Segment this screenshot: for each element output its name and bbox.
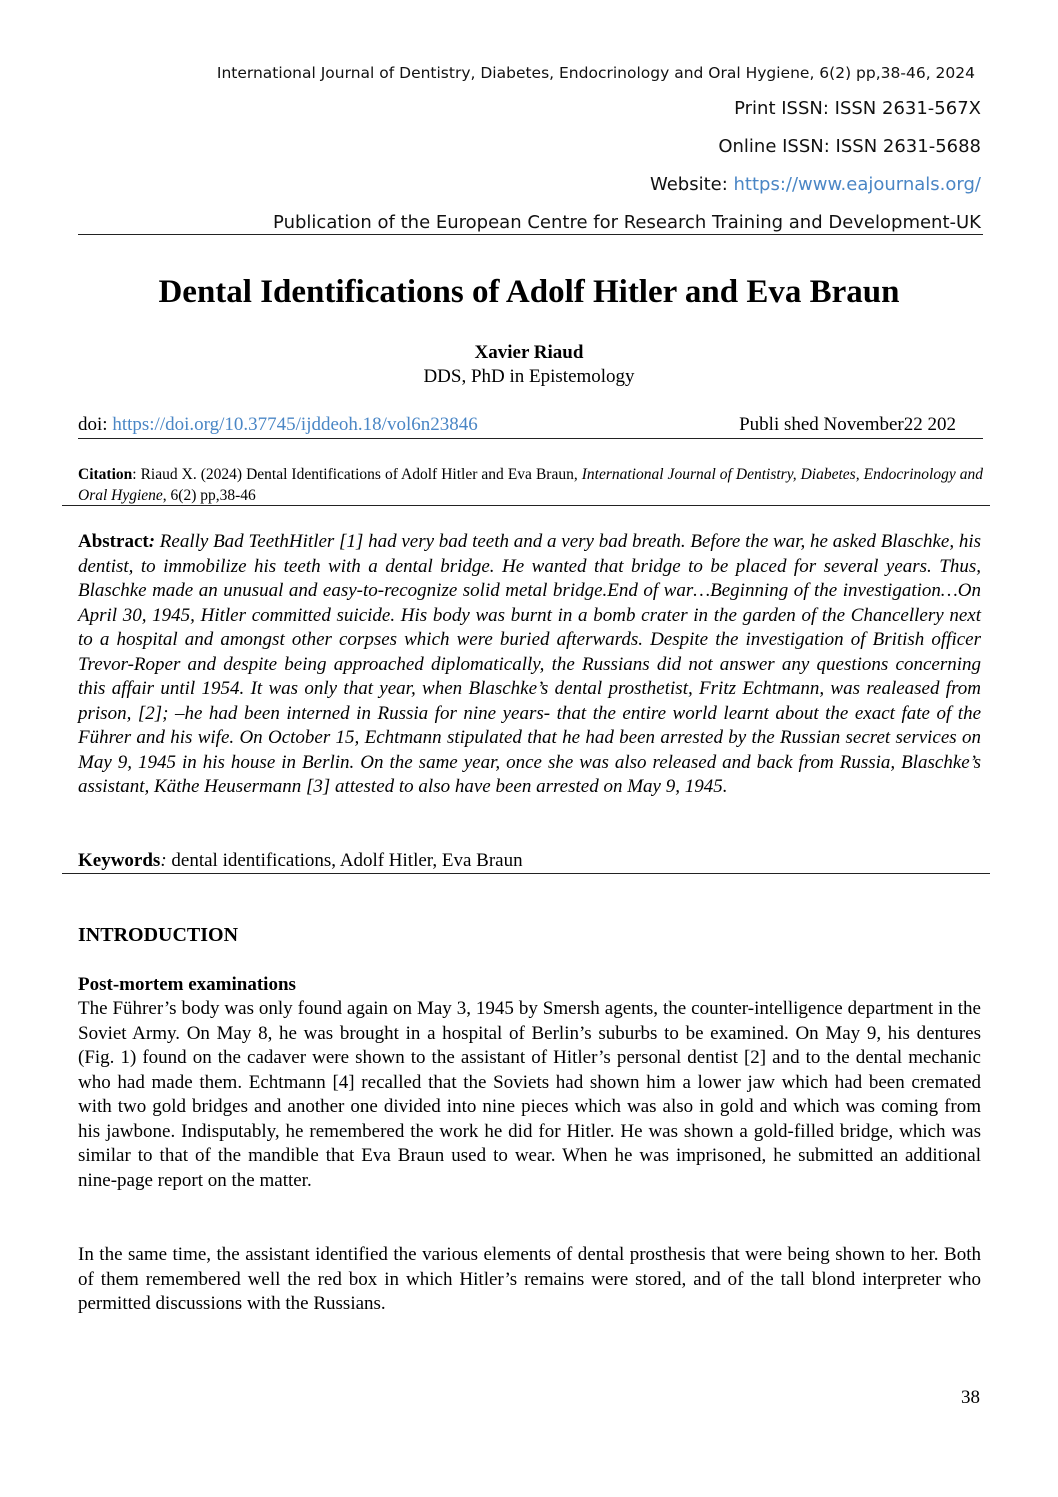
publisher-line: Publication of the European Centre for Research Training and Development-UK (273, 212, 981, 233)
abstract-label: Abstract (78, 531, 149, 552)
section-heading: INTRODUCTION (78, 924, 239, 946)
website-line (650, 174, 981, 195)
online-issn: Online ISSN: ISSN 2631-5688 (718, 136, 981, 157)
keywords-divider (62, 873, 990, 874)
website-label: Website: (649, 174, 734, 195)
citation (78, 464, 983, 506)
body-paragraph: In the same time, the assistant identified the various elements of dental prosthesis that were being shown to her. Both of them remembered well the red box in which Hitler’s remains were stored, and of the tall blond interpreter who permitted discussions with the Russians. (78, 1244, 981, 1314)
keywords-colon: : (160, 850, 167, 871)
author-affiliation: DDS, PhD in Epistemology (423, 366, 635, 387)
citation-label: Citation (78, 466, 133, 483)
doi-divider (78, 438, 983, 439)
journal-header: International Journal of Dentistry, Diabetes, Endocrinology and Oral Hygiene, 6(2) pp,38-46, 2024 (216, 64, 975, 82)
citation-text: : Riaud X. (2024) Dental Identifications of Adolf Hitler and Eva Braun, (132, 466, 582, 483)
subsection-heading: Post-mortem examinations (78, 974, 296, 995)
doi-line (78, 414, 478, 436)
keywords-text: dental identifications, Adolf Hitler, Eva Braun (166, 850, 523, 871)
print-issn: Print ISSN: ISSN 2631-567X (734, 98, 981, 119)
citation-divider (62, 505, 990, 506)
article-title: Dental Identifications of Adolf Hitler and Eva Braun (158, 274, 900, 310)
doi-link[interactable]: https://doi.org/10.37745/ijddeoh.18/vol6n23846 (112, 414, 478, 435)
citation-tail: , 6(2) pp,38-46 (162, 487, 256, 504)
body-paragraph: The Führer’s body was only found again on May 3, 1945 by Smersh agents, the counter-intelligence department in the Soviet Army. On May 8, he was brought in a hospital of Berlin’s suburbs to be examined. On May 9, his dentures (Fig. 1) found on the cadaver were shown to the assistant of Hitler’s personal dentist [2] and to the dental mechanic who had made them. Echtmann [4] recalled that the Soviets had shown him a lower jaw which had been cremated with two gold bridges and another one divided into nine pieces which was also in gold and which was coming from his jawbone. Indisputably, he remembered the work he did for Hitler. He was shown a gold-filled bridge, which was similar to that of the mandible that Eva Braun used to wear. When he was imprisoned, he submitted an additional nine-page report on the matter. (78, 998, 981, 1191)
keywords-label: Keywords (78, 850, 161, 871)
doi-label: doi: (78, 414, 113, 435)
page-number: 38 (961, 1387, 980, 1408)
abstract-text: Really Bad TeethHitler [1] had very bad teeth and a very bad breath. Before the war, he asked Blaschke, his dentist, to immobilize his teeth with a dental bridge. He wanted that bridge to be placed for several years. Thus, Blaschke made an unusual and easy-to-recognize solid metal bridge.End of war…Beginning of the investigation…On April 30, 1945, Hitler committed suicide. His body was burnt in a bomb crater in the garden of the Chancellery next to a hospital and amongst other corpses which were buried afterwards. Despite the investigation of British officer Trevor-Roper and despite being approached diplomatically, the Russians did not answer any questions concerning this affair until 1954. It was only that year, when Blaschke’s dental prosthetist, Fritz Echtmann, was realeased from prison, [2]; –he had been interned in Russia for nine years- that the entire world learnt about the exact fate of the Führer and his wife. On October 15, Echtmann stipulated that he had been arrested by the Russian secret services on May 9, 1945 in his house in Berlin. On the same year, once she was also released and back from Russia, Blaschke’s assistant, Käthe Heusermann [3] attested to also have been arrested on May 9, 1945. (78, 531, 981, 797)
author-name: Xavier Riaud (474, 342, 584, 363)
abstract-colon: : (148, 531, 156, 552)
website-link[interactable]: https://www.eajournals.org/ (733, 174, 981, 195)
abstract (78, 530, 981, 800)
published-date: Publi shed November22 202 (739, 414, 956, 435)
header-divider (78, 234, 983, 235)
keywords (78, 850, 523, 872)
citation-journal: International Journal of Dentistry, Diabetes, Endocrinology and Oral Hygiene (78, 466, 984, 504)
